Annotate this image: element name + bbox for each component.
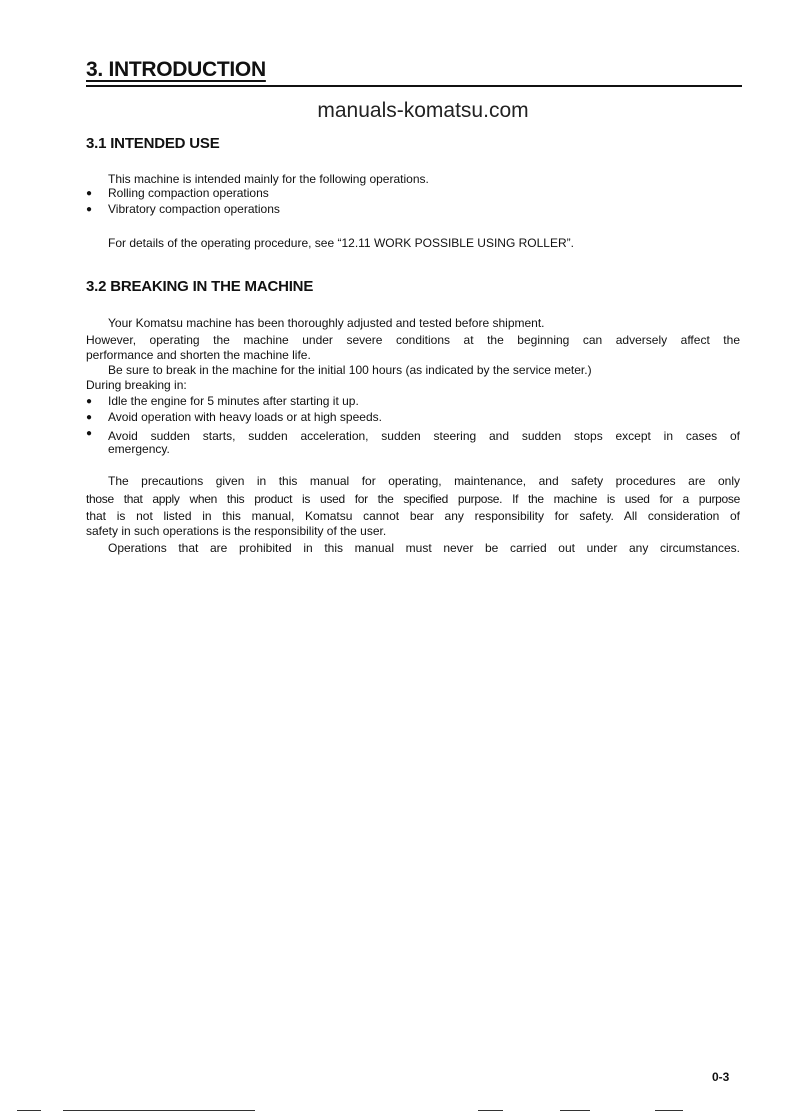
bullet-icon: ● [86, 428, 93, 439]
paragraph-line: However, operating the machine under severe conditions at the beginning can adversely affect the [86, 333, 740, 347]
intended-use-intro: This machine is intended mainly for the following operations. [108, 172, 429, 186]
paragraph-line: During breaking in: [86, 378, 187, 392]
watermark: manuals-komatsu.com [317, 99, 529, 122]
section-heading-intended-use: 3.1 INTENDED USE [86, 135, 220, 152]
paragraph-line: those that apply when this product is used for the specified purpose. If the machine is used for a purpose [86, 492, 740, 506]
paragraph-line: performance and shorten the machine life. [86, 348, 311, 362]
list-item: Avoid sudden starts, sudden acceleration, sudden steering and sudden stops except in cases of [108, 429, 740, 443]
list-item: Vibratory compaction operations [108, 202, 280, 216]
chapter-title: 3. INTRODUCTION [86, 58, 266, 81]
bullet-icon: ● [86, 412, 93, 423]
list-item: Avoid operation with heavy loads or at high speeds. [108, 410, 382, 424]
scan-artifact [63, 1110, 193, 1111]
details-reference: For details of the operating procedure, see “12.11 WORK POSSIBLE USING ROLLER”. [108, 236, 574, 250]
scan-artifact [183, 1110, 255, 1111]
title-rule [86, 85, 742, 87]
paragraph-line: safety in such operations is the responsibility of the user. [86, 524, 387, 538]
scan-artifact [478, 1110, 503, 1111]
paragraph-line: The precautions given in this manual for operating, maintenance, and safety procedures are only [108, 474, 740, 488]
scan-artifact [655, 1110, 683, 1111]
section-heading-breaking-in: 3.2 BREAKING IN THE MACHINE [86, 278, 314, 295]
list-item: Idle the engine for 5 minutes after starting it up. [108, 394, 359, 408]
bullet-icon: ● [86, 188, 93, 199]
bullet-icon: ● [86, 396, 93, 407]
page-number: 0-3 [712, 1070, 730, 1084]
bullet-icon: ● [86, 204, 93, 215]
list-item: Rolling compaction operations [108, 186, 269, 200]
scan-artifact [17, 1110, 41, 1111]
list-item-continuation: emergency. [108, 442, 170, 456]
scan-artifact [560, 1110, 590, 1111]
paragraph-line: Operations that are prohibited in this manual must never be carried out under any circumstances. [108, 541, 740, 555]
paragraph-line: Your Komatsu machine has been thoroughly adjusted and tested before shipment. [108, 316, 545, 330]
paragraph-line: Be sure to break in the machine for the initial 100 hours (as indicated by the service meter.) [108, 363, 592, 377]
paragraph-line: that is not listed in this manual, Komatsu cannot bear any responsibility for safety. All consideration of [86, 509, 740, 523]
